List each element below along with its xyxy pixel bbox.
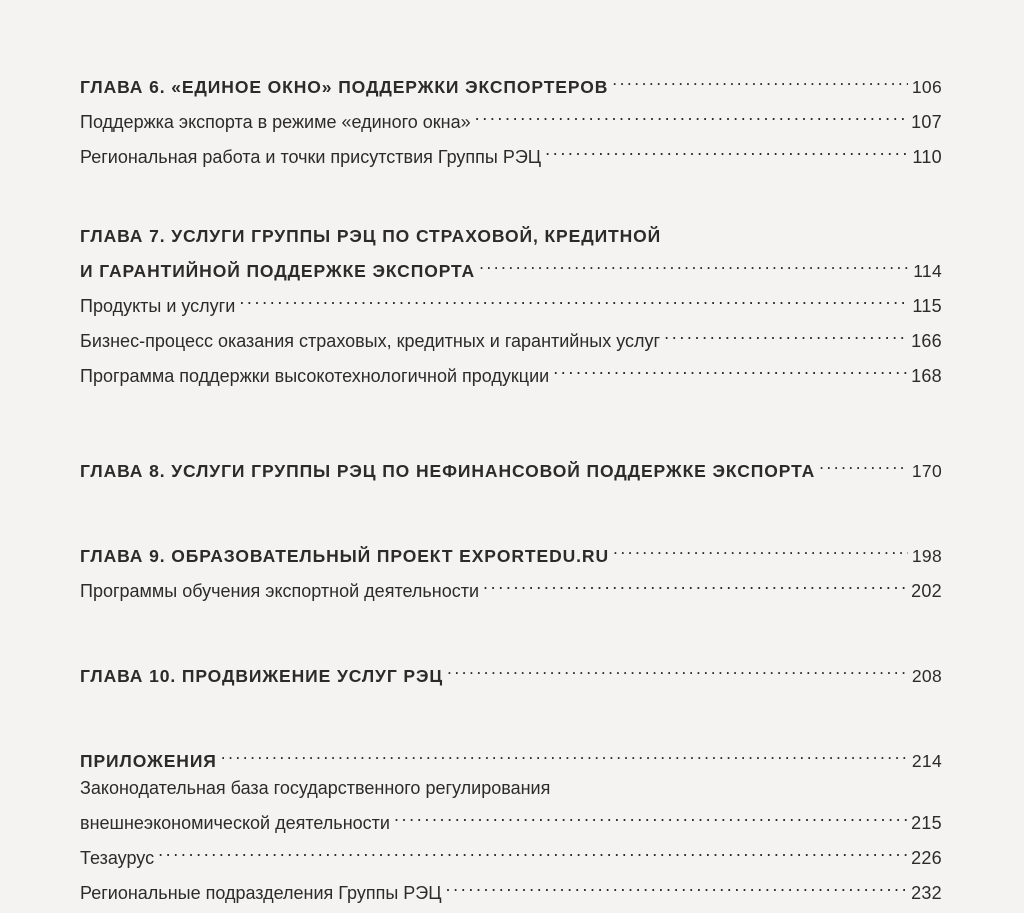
chapter-6-heading[interactable] bbox=[80, 66, 942, 101]
chapter-title: ГЛАВА 9. ОБРАЗОВАТЕЛЬНЫЙ ПРОЕКТ EXPORTEDU.RU bbox=[80, 546, 610, 566]
leader-dots bbox=[446, 872, 908, 899]
page-number: 106 bbox=[911, 77, 942, 97]
leader-dots bbox=[545, 136, 908, 163]
leader-dots bbox=[613, 535, 908, 562]
entry-title: Программа поддержки высокотехнологичной продукции bbox=[80, 366, 550, 386]
page-number: 115 bbox=[912, 296, 942, 316]
page-number: 198 bbox=[911, 546, 942, 566]
leader-dots bbox=[819, 450, 908, 477]
leader-dots bbox=[394, 802, 907, 829]
page-number: 110 bbox=[912, 147, 942, 167]
toc-entry[interactable] bbox=[80, 136, 942, 171]
page-number: 214 bbox=[911, 751, 942, 771]
page-number: 226 bbox=[911, 848, 942, 868]
chapter-title-continued: И ГАРАНТИЙНОЙ ПОДДЕРЖКЕ ЭКСПОРТА bbox=[80, 261, 476, 281]
leader-dots bbox=[239, 285, 908, 312]
chapter-7-section bbox=[80, 223, 942, 390]
leader-dots bbox=[447, 655, 908, 682]
page-number: 168 bbox=[911, 366, 942, 386]
entry-title: Продукты и услуги bbox=[80, 296, 236, 316]
chapter-6-section bbox=[80, 66, 942, 171]
leader-dots bbox=[475, 101, 907, 128]
toc-entry[interactable] bbox=[80, 355, 942, 390]
entry-title: Поддержка экспорта в режиме «единого окна» bbox=[80, 112, 471, 132]
appendix-section bbox=[80, 740, 942, 907]
toc-entry[interactable] bbox=[80, 872, 942, 907]
toc-entry[interactable] bbox=[80, 837, 942, 872]
toc-entry[interactable] bbox=[80, 285, 942, 320]
chapter-8-section bbox=[80, 450, 942, 485]
page-number: 215 bbox=[911, 813, 942, 833]
toc-entry[interactable] bbox=[80, 802, 942, 837]
entry-title: Программы обучения экспортной деятельности bbox=[80, 581, 480, 601]
page-number: 170 bbox=[911, 461, 942, 481]
leader-dots bbox=[553, 355, 907, 382]
toc-entry[interactable] bbox=[80, 101, 942, 136]
entry-title: Региональные подразделения Группы РЭЦ bbox=[80, 883, 442, 903]
toc-entry[interactable] bbox=[80, 570, 942, 605]
chapter-title: ГЛАВА 8. УСЛУГИ ГРУППЫ РЭЦ ПО НЕФИНАНСОВОЙ ПОДДЕРЖКЕ ЭКСПОРТА bbox=[80, 461, 816, 481]
page-number: 107 bbox=[911, 112, 942, 132]
chapter-9-section bbox=[80, 535, 942, 605]
entry-title: Региональная работа и точки присутствия Группы РЭЦ bbox=[80, 147, 542, 167]
leader-dots bbox=[612, 66, 908, 93]
chapter-7-heading-line2[interactable] bbox=[80, 250, 942, 285]
page-number: 202 bbox=[911, 581, 942, 601]
chapter-8-heading[interactable] bbox=[80, 450, 942, 485]
appendix-title: ПРИЛОЖЕНИЯ bbox=[80, 751, 217, 771]
page-number: 232 bbox=[911, 883, 942, 903]
leader-dots bbox=[479, 250, 909, 277]
entry-title: Тезаурус bbox=[80, 848, 155, 868]
entry-title: Бизнес-процесс оказания страховых, кредитных и гарантийных услуг bbox=[80, 331, 661, 351]
page-number: 166 bbox=[911, 331, 942, 351]
appendix-heading[interactable] bbox=[80, 740, 942, 775]
chapter-title: ГЛАВА 6. «ЕДИНОЕ ОКНО» ПОДДЕРЖКИ ЭКСПОРТЕРОВ bbox=[80, 77, 609, 97]
chapter-7-heading-line1[interactable] bbox=[80, 223, 942, 250]
leader-dots bbox=[483, 570, 907, 597]
page-number: 114 bbox=[913, 261, 942, 281]
leader-dots bbox=[158, 837, 907, 864]
chapter-10-section bbox=[80, 655, 942, 690]
leader-dots bbox=[664, 320, 907, 347]
chapter-10-heading[interactable] bbox=[80, 655, 942, 690]
chapter-9-heading[interactable] bbox=[80, 535, 942, 570]
table-of-contents bbox=[80, 66, 942, 907]
page-number: 208 bbox=[911, 666, 942, 686]
toc-entry[interactable] bbox=[80, 320, 942, 355]
entry-title: внешнеэкономической деятельности bbox=[80, 813, 390, 833]
chapter-title: ГЛАВА 7. УСЛУГИ ГРУППЫ РЭЦ ПО СТРАХОВОЙ, КРЕДИТНОЙ bbox=[80, 226, 662, 246]
leader-dots bbox=[221, 740, 908, 767]
toc-entry-line1[interactable]: Законодательная база государственного регулирования bbox=[80, 778, 551, 798]
chapter-title: ГЛАВА 10. ПРОДВИЖЕНИЕ УСЛУГ РЭЦ bbox=[80, 666, 444, 686]
